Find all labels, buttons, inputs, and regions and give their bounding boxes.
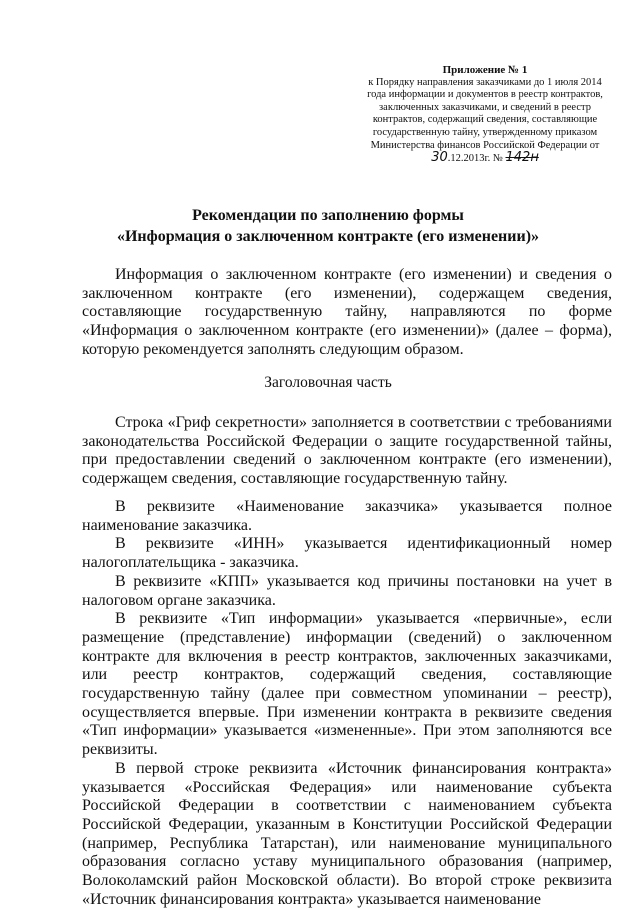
appendix-line: к Порядку направления заказчиками до 1 июля 2014 bbox=[368, 76, 602, 88]
kpp-paragraph: В реквизите «КПП» указывается код причины постановки на учет в налоговом органе заказчика. bbox=[82, 572, 612, 609]
intro-paragraph-block bbox=[82, 266, 612, 360]
requisites-block bbox=[82, 498, 612, 909]
section-heading: Заголовочная часть bbox=[264, 374, 392, 391]
printed-date: .12.2013г. № bbox=[447, 153, 503, 165]
appendix-line: государственную тайну, утвержденному приказом bbox=[372, 126, 598, 138]
appendix-title: Приложение № 1 bbox=[442, 64, 528, 76]
title-line-1: Рекомендации по заполнению формы bbox=[192, 207, 464, 224]
handwritten-date: 30 bbox=[431, 150, 448, 166]
handwritten-number: 142н bbox=[505, 150, 539, 166]
intro-paragraph: Информация о заключенном контракте (его изменении) и сведения о заключенном контракте (его изменении), содержащем сведения, составляющие государственную тайну, направляются по форме «Информация о заключенном контракте (его изменении)» (далее – форма), которую рекомендуется заполнять следующим образом. bbox=[82, 266, 612, 358]
document-title bbox=[40, 205, 616, 247]
appendix-line: Министерства финансов Российской Федерации от bbox=[370, 139, 600, 151]
appendix-line: контрактов, содержащий сведения, составляющие bbox=[372, 114, 598, 126]
appendix-line: года информации и документов в реестр контрактов, bbox=[367, 89, 603, 101]
grif-paragraph: Строка «Гриф секретности» заполняется в соответствии с требованиями законодательства Российской Федерации о защите государственной тайны, при предоставлении сведений о заключенном контракте (его изменении), содержащем сведения, составляющие государственную тайну. bbox=[82, 414, 612, 488]
appendix-header bbox=[360, 64, 610, 166]
customer-name-paragraph: В реквизите «Наименование заказчика» указывается полное наименование заказчика. bbox=[82, 498, 612, 534]
order-date-line bbox=[431, 152, 539, 166]
title-line-2: «Информация о заключенном контракте (его изменении)» bbox=[116, 228, 540, 245]
inn-paragraph-line-2: налогоплательщика - заказчика. bbox=[82, 554, 299, 572]
inn-paragraph-line-1: В реквизите «ИНН» указывается идентификационный номер bbox=[115, 535, 612, 553]
appendix-line: заключенных заказчиками, и сведений в реестр bbox=[379, 101, 591, 113]
grif-paragraph-block bbox=[82, 414, 612, 489]
funding-source-paragraph: В первой строке реквизита «Источник финансирования контракта» указывается «Российская Федерация» или наименование субъекта Российской Федерации в соответствии с наименованием субъекта Российской Федерации, указанным в Конституции Российской Федерации (например, Республика Татарстан), или наименование муниципального образования согласно уставу муниципального образования (например, Волоколамский район Московской области). Во второй строке реквизита «Источник финансирования контракта» указывается наименование bbox=[82, 759, 612, 908]
info-type-paragraph: В реквизите «Тип информации» указывается «первичные», если размещение (представление) информации (сведений) о заключенном контракте для включения в реестр контрактов, заключенных заказчиками, или реестр контрактов, содержащий сведения, составляющие государственную тайну (далее при совместном упоминании – реестр), осуществляется впервые. При изменении контракта в реквизите сведения «Тип информации» указывается «измененные». При этом заполняются все реквизиты. bbox=[82, 610, 612, 759]
